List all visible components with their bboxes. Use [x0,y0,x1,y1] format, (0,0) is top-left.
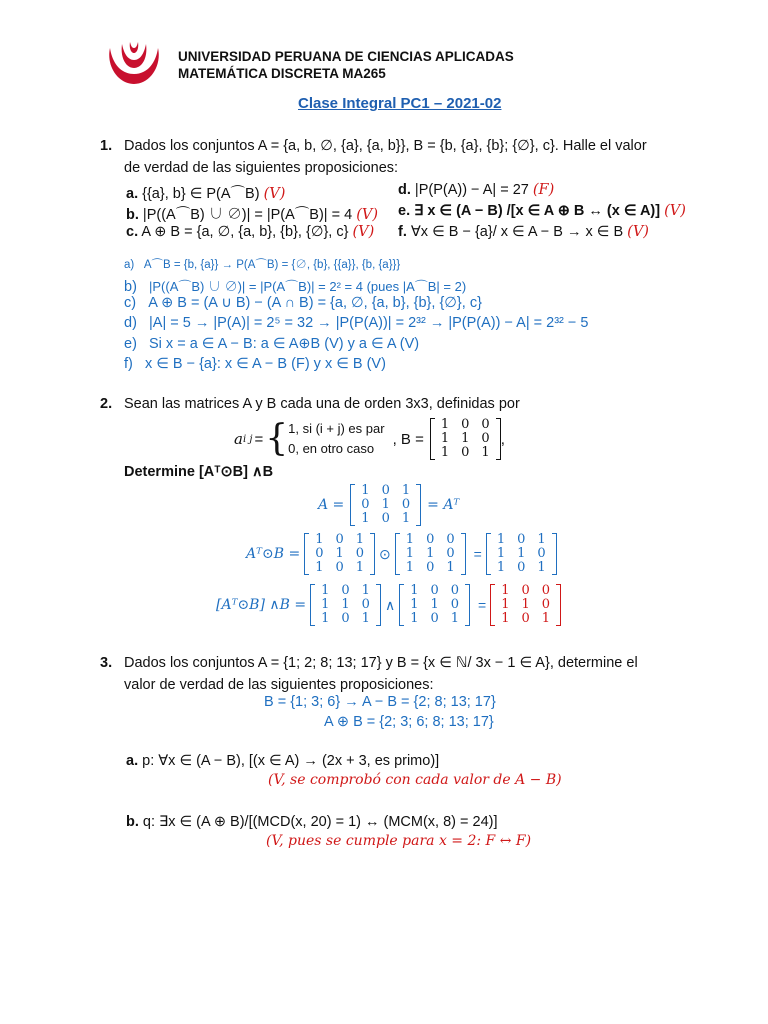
q1-item-b: b. |P((A⌒B) ∪ ∅)| = |P(A⌒B)| = 4 (V) [126,207,378,223]
matrix-product-copy [310,584,381,626]
q1-solution-d: d) |A| = 5 → |P(A)| = 2⁵ = 32 → |P(P(A))| = 2³² → |P(P(A)) − A| = 2³² − 5 [124,315,589,331]
case-other: 0, en otro caso [288,441,375,456]
matrix-cell: 0 [315,546,324,561]
matrix-cell: 1 [517,546,526,561]
matrix-cell: 0 [517,560,526,575]
upc-logo [104,40,164,88]
q1-solution-e: e) Si x = a ∈ A − B: a ∈ A⊕B (V) y a ∈ A (V) [124,336,420,352]
matrix-cell: 0 [446,532,455,547]
q2-determine: Determine [Aᵀ⊙B] ∧B [124,464,274,480]
matrix-cell: 1 [501,583,510,598]
matrix-cell: 0 [430,611,439,626]
page-title: Clase Integral PC1 – 2021-02 [298,95,502,112]
matrix-cell: 0 [335,532,344,547]
matrix-cell: 1 [450,611,460,626]
q1-item-e: e. ∃ x ∈ (A − B) /[x ∈ A ⊕ B ↔ (x ∈ A)] (V) [398,203,686,219]
q3-answer-a: (V, se comprobó con cada valor de A − B) [268,772,562,788]
matrix-cell: 1 [405,546,415,561]
matrix-cell: 1 [335,546,344,561]
q2-definition: a i j = { 1, si (i + j) es par 0, en otro caso , B = 1 0 0 1 1 0 1 0 1 , [234,417,505,460]
matrix-cell: 1 [315,532,324,547]
matrix-cell: 1 [321,597,330,612]
q3-statement-line1: Dados los conjuntos A = {1; 2; 8; 13; 17} y B = {x ∈ ℕ/ 3x − 1 ∈ A}, determine el [124,655,638,671]
matrix-cell: 1 [440,445,450,460]
matrix-cell: 0 [335,560,344,575]
q1-solution-b: b) |P((A⌒B) ∪ ∅)| = |P(A⌒B)| = 2² = 4 (pues |A⌒B| = 2) [124,279,467,295]
q1-solution-a: a) A⌒B = {b, {a}} → P(A⌒B) = {∅, {b}, {{a}}, {b, {a}}} [124,259,401,271]
q1-number: 1. [100,138,113,154]
matrix-B-copy-2 [399,584,470,626]
matrix-cell: 1 [410,597,419,612]
q1-statement-line1: Dados los conjuntos A = {a, b, ∅, {a}, {a, b}}, B = {b, {a}, {b}; {∅}, c}. Halle el valor [124,138,647,154]
q3-solution-1: B = {1; 3; 6} → A − B = {2; 8; 13; 17} [264,694,496,710]
matrix-cell: 0 [446,546,455,561]
q1-item-c: c. A ⊕ B = {a, ∅, {a, b}, {b}, {∅}, c} (V) [126,224,375,240]
matrix-cell: 0 [450,597,460,612]
matrix-cell: 1 [361,583,370,598]
matrix-A [350,484,421,526]
matrix-cell: 0 [450,583,460,598]
matrix-cell: 0 [341,583,350,598]
matrix-cell: 1 [501,597,510,612]
course-name: MATEMÁTICA DISCRETA MA265 [178,66,386,81]
matrix-cell: 0 [426,560,435,575]
matrix-cell: 1 [410,583,419,598]
matrix-cell: 1 [521,597,530,612]
matrix-cell: 1 [501,611,510,626]
matrix-AT-odot-B-row [246,533,557,575]
matrix-cell: 0 [517,532,526,547]
matrix-cell: 1 [315,560,324,575]
matrix-cell: 1 [405,560,415,575]
matrix-AT [304,533,375,575]
matrix-cell: 0 [537,546,546,561]
matrix-product [486,533,557,575]
AT-odot-B-label: Aᵀ⊙B = [246,546,301,562]
matrix-B [430,418,501,460]
q1-statement-line2: de verdad de las siguientes proposiciones: [124,160,399,176]
aij-subscript: i j [242,433,253,445]
matrix-cell: 1 [440,417,450,432]
b-label: , B = [392,430,424,448]
matrix-cell: 1 [341,597,350,612]
q1-solution-f: f) x ∈ B − {a}: x ∈ A − B (F) y x ∈ B (V) [124,356,386,372]
matrix-cell: 0 [401,497,411,512]
matrix-cell: 0 [461,417,470,432]
q2-statement: Sean las matrices A y B cada una de orden 3x3, definidas por [124,396,520,412]
matrix-cell: 0 [521,611,530,626]
matrix-cell: 0 [541,583,551,598]
matrix-cell: 0 [541,597,551,612]
wedge-operator: ∧ [384,596,396,613]
matrix-cell: 1 [381,497,390,512]
matrix-cell: 1 [426,546,435,561]
matrix-cell: 1 [537,560,546,575]
q1-item-a: a. {{a}, b} ∈ P(A⌒B) (V) [126,186,286,202]
matrix-cell: 0 [426,532,435,547]
matrix-cell: 1 [496,560,506,575]
matrix-cell: 0 [481,417,490,432]
matrix-cell: 1 [355,560,365,575]
matrix-cell: 1 [321,611,330,626]
matrix-cell: 1 [405,532,415,547]
matrix-cell: 1 [321,583,330,598]
university-name: UNIVERSIDAD PERUANA DE CIENCIAS APLICADAS [178,49,514,64]
matrix-cell: 1 [461,431,470,446]
and-label: [Aᵀ⊙B] ∧B = [216,597,307,613]
matrix-cell: 0 [361,597,370,612]
matrix-cell: 1 [430,597,439,612]
matrix-cell: 0 [430,583,439,598]
q3-solution-2: A ⊕ B = {2; 3; 6; 8; 13; 17} [324,714,494,730]
matrix-B-copy [395,533,466,575]
q3-number: 3. [100,655,113,671]
q1-item-d: d. |P(P(A)) − A| = 27 (F) [398,182,555,198]
matrix-cell: 1 [496,546,506,561]
matrix-cell: 0 [381,483,390,498]
q1-item-f: f. ∀x ∈ B − {a}/ x ∈ A − B → x ∈ B (V) [398,224,649,240]
q3-statement-line2: valor de verdad de las siguientes proposiciones: [124,677,434,693]
q3-answer-b: (V, pues se cumple para x = 2: F ↔ F) [266,833,532,849]
matrix-cell: 0 [481,431,490,446]
matrix-cell: 0 [381,511,390,526]
matrix-cell: 1 [401,511,411,526]
matrix-A-row [318,484,459,526]
aij-symbol: a [234,430,243,448]
matrix-cell: 0 [461,445,470,460]
AT-equals: = Aᵀ [427,497,460,513]
matrix-cell: 1 [537,532,546,547]
equals-sign-2: = [478,597,487,613]
A-label: A = [318,497,345,513]
matrix-cell: 1 [410,611,419,626]
matrix-cell: 0 [341,611,350,626]
matrix-cell: 1 [361,483,370,498]
odot-operator: ⊙ [379,545,391,562]
equals-sign: = [473,546,482,562]
matrix-cell: 1 [446,560,455,575]
q2-number: 2. [100,396,113,412]
matrix-cell: 1 [481,445,490,460]
matrix-cell: 1 [355,532,365,547]
matrix-cell: 1 [361,611,370,626]
matrix-cell: 1 [401,483,411,498]
matrix-cell: 1 [541,611,551,626]
q1-solution-c: c) A ⊕ B = (A ∪ B) − (A ∩ B) = {a, ∅, {a, b}, {b}, {∅}, c} [124,295,482,311]
matrix-cell: 0 [521,583,530,598]
matrix-cell: 1 [361,511,370,526]
matrix-and-row [216,584,561,626]
matrix-cell: 0 [355,546,365,561]
matrix-cell: 1 [440,431,450,446]
q3-item-a: a. p: ∀x ∈ (A − B), [(x ∈ A) → (2x + 3, es primo)] [126,753,440,769]
matrix-cell: 1 [496,532,506,547]
case-even: 1, si (i + j) es par [288,421,385,436]
matrix-result [490,584,561,626]
matrix-cell: 0 [361,497,370,512]
q3-item-b: b. q: ∃x ∈ (A ⊕ B)/[(MCD(x, 20) = 1) ↔ (MCM(x, 8) = 24)] [126,814,498,830]
